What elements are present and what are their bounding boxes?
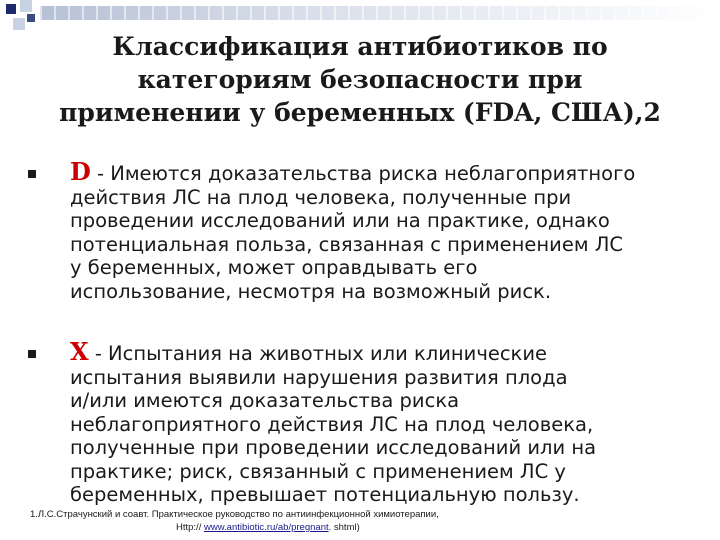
- title-line: категориям безопасности при: [137, 65, 583, 94]
- footnote-url-line: [30, 521, 710, 534]
- header-band-pattern: [40, 6, 720, 20]
- bullet-line: проведении исследований или на практике, однако: [70, 209, 610, 232]
- bullet-text: [70, 337, 715, 507]
- footnote-link[interactable]: www.antibiotic.ru/ab/pregnant: [203, 522, 329, 533]
- bullet-square-icon: [28, 170, 36, 178]
- bullet-line: потенциальная польза, связанная с применением ЛС: [70, 232, 624, 256]
- bullet-line: действия ЛС на плод человека, полученные при: [70, 185, 572, 209]
- bullet-line: у беременных, может оправдывать его: [70, 256, 478, 279]
- bullet-line: и/или имеются доказательства риска: [70, 389, 460, 412]
- square-icon: [13, 18, 25, 30]
- footnote-url-suffix: . shtml): [328, 522, 360, 533]
- title-line: применении у беременных (FDA, США),2: [59, 98, 661, 127]
- bullet-line-text: - Испытания на животных или клинические: [88, 342, 548, 365]
- square-icon: [6, 4, 16, 14]
- bullet-line: неблагоприятного действия ЛС на плод человека,: [70, 412, 594, 436]
- slide-title: [20, 30, 700, 129]
- bullet-line: испытания выявили нарушения развития плода: [70, 365, 568, 389]
- bullet-line: полученные при проведении исследований или на: [70, 436, 597, 459]
- bullet-line-text: - Имеются доказательства риска неблагоприятного: [90, 162, 636, 185]
- bullet-line: [70, 337, 715, 366]
- bullet-line: беременных, превышает потенциальную пользу.: [70, 483, 580, 506]
- category-letter: X: [70, 337, 89, 366]
- bullet-line: практике; риск, связанный с применением ЛС у: [70, 459, 566, 483]
- bullet-text: [70, 157, 715, 303]
- footnote: [30, 508, 710, 534]
- square-icon: [20, 0, 32, 12]
- footnote-url-prefix: Http://: [176, 522, 204, 533]
- square-icon: [27, 14, 35, 22]
- bullet-line: использование, несмотря на возможный риск.: [70, 279, 552, 303]
- category-letter: D: [70, 157, 91, 186]
- bullet-square-icon: [28, 350, 36, 358]
- title-line: Классификация антибиотиков по: [112, 32, 608, 61]
- bullet-line: [70, 157, 715, 186]
- footnote-citation: 1.Л.С.Страчунский и соавт. Практическое руководство по антиинфекционной химиотерапии,: [30, 509, 439, 520]
